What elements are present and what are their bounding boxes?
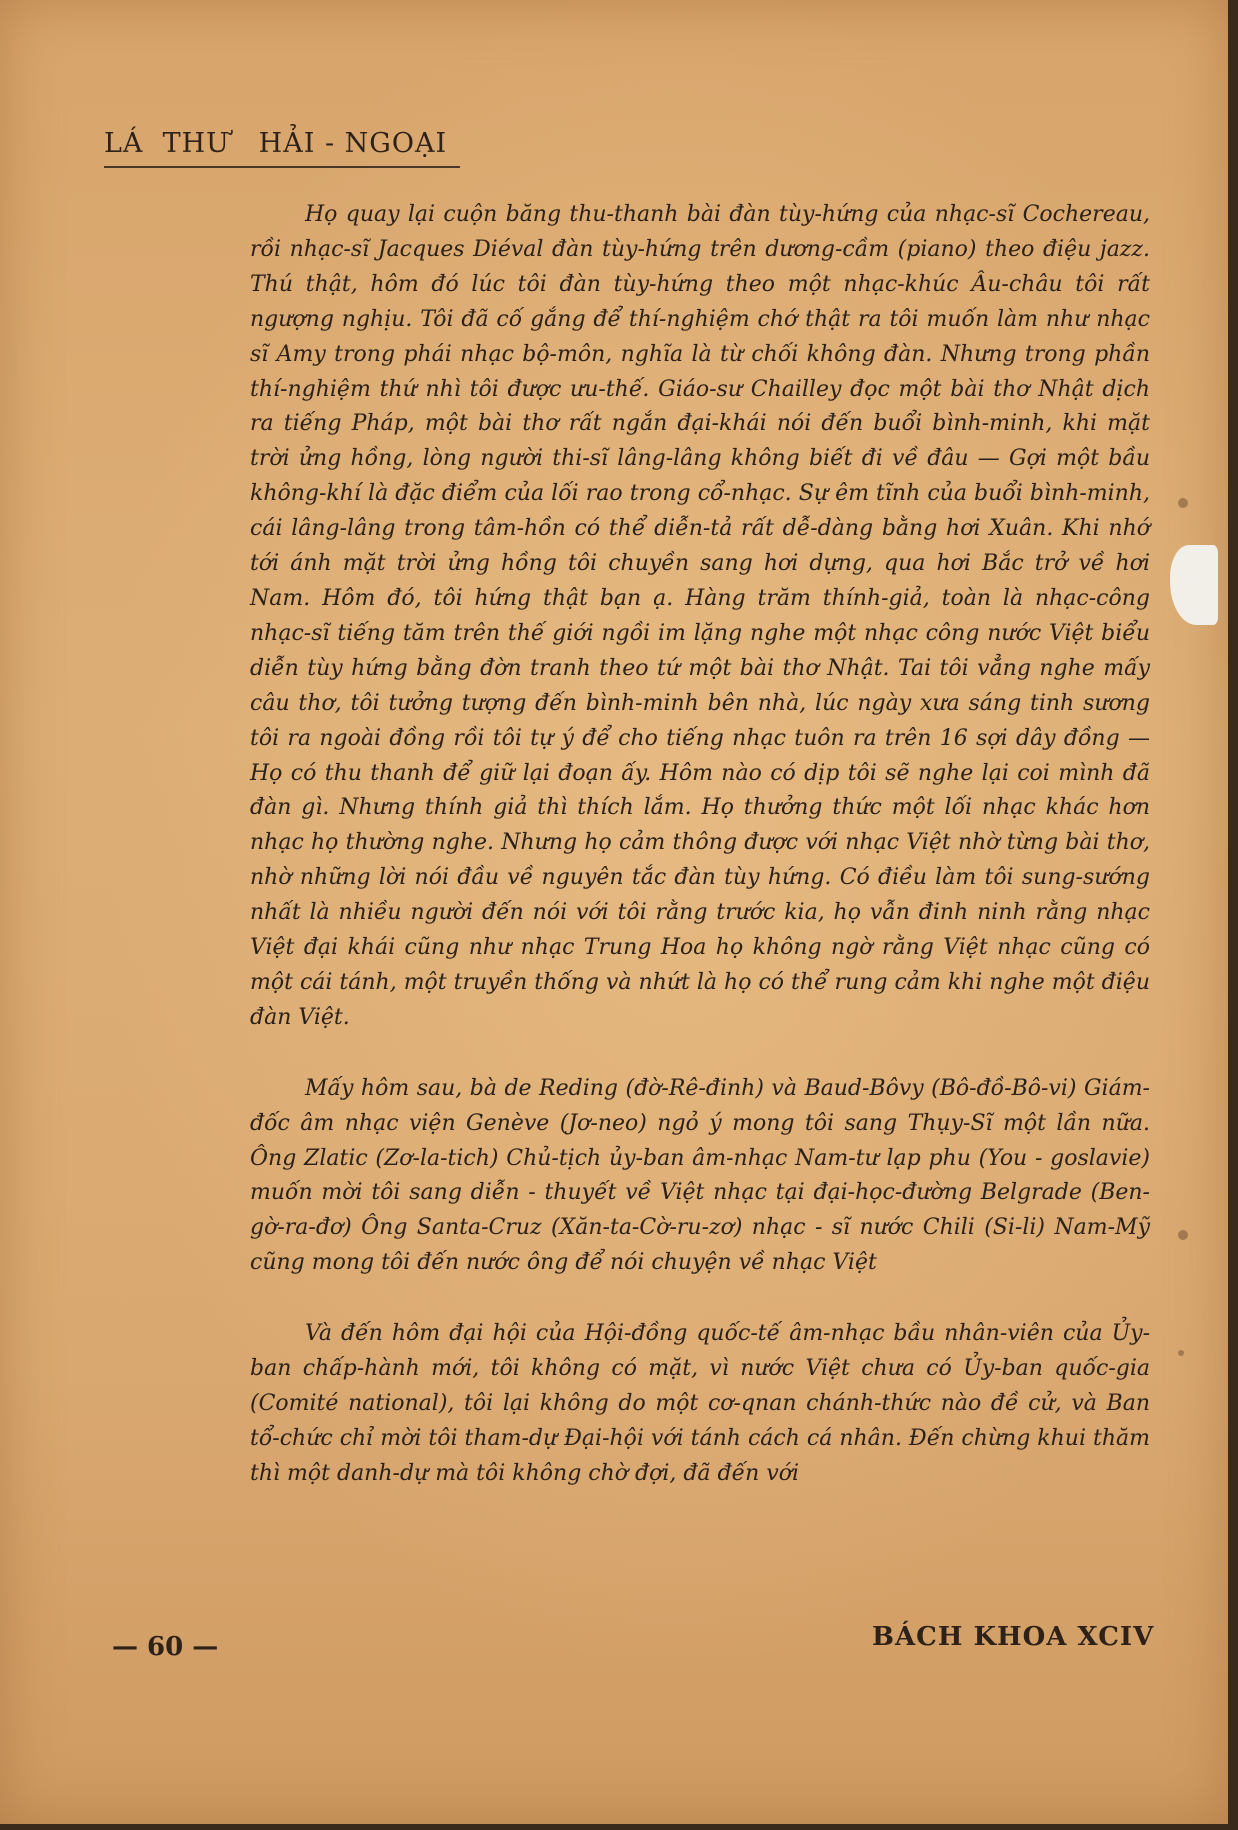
- running-title: LÁ THƯ HẢI - NGOẠI: [104, 128, 448, 159]
- paragraph-3: Và đến hôm đại hội của Hội-đồng quốc-tế âm-nhạc bầu nhân-viên của Ủy-ban chấp-hành mới, tôi không có mặt, vì nước Việt chưa có Ủy-ban quốc-gia (Comité national), tôi lại không do một cơ-qnan chánh-thức nào đề cử, và Ban tổ-chức chỉ mời tôi tham-dự Đại-hội với tánh cách cá nhân. Đến chừng khui thăm thì một danh-dự mà tôi không chờ đợi, đã đến với: [250, 1321, 1150, 1486]
- stain-spot: [1178, 1230, 1188, 1240]
- title-underline: [104, 166, 460, 168]
- stain-spot: [1178, 498, 1188, 508]
- page-number: — 60 —: [112, 1632, 219, 1662]
- stain-spot: [1178, 1350, 1184, 1356]
- paragraph-1: Họ quay lại cuộn băng thu-thanh bài đàn tùy-hứng của nhạc-sĩ Cochereau, rồi nhạc-sĩ Jacques Diéval đàn tùy-hứng trên dương-cầm (piano) theo điệu jazz. Thú thật, hôm đó lúc tôi đàn tùy-hứng theo một nhạc-khúc Âu-châu tôi rất ngượng nghịu. Tôi đã cố gắng để thí-nghiệm chớ thật ra tôi muốn làm như nhạc sĩ Amy trong phái nhạc bộ-môn, nghĩa là từ chối không đàn. Nhưng trong phần thí-nghiệm thứ nhì tôi được ưu-thế. Giáo-sư Chailley đọc một bài thơ Nhật dịch ra tiếng Pháp, một bài thơ rất ngắn đại-khái nói đến buổi bình-minh, khi mặt trời ửng hồng, lòng người thi-sĩ lâng-lâng không biết đi về đâu — Gợi một bầu không-khí là đặc điểm của lối rao trong cổ-nhạc. Sự êm tĩnh của buổi bình-minh, cái lâng-lâng trong tâm-hồn có thể diễn-tả rất dễ-dàng bằng hơi Xuân. Khi nhớ tới ánh mặt trời ửng hồng tôi chuyền sang hơi dựng, qua hơi Bắc trở về hơi Nam. Hôm đó, tôi hứng thật bạn ạ. Hàng trăm thính-giả, toàn là nhạc-công nhạc-sĩ tiếng tăm trên thế giới ngồi im lặng nghe một nhạc công nước Việt biểu diễn tùy hứng bằng đờn tranh theo tứ một bài thơ Nhật. Tai tôi vẳng nghe mấy câu thơ, tôi tưởng tượng đến bình-minh bên nhà, lúc ngày xưa sáng tinh sương tôi ra ngoài đồng rồi tôi tự ý để cho tiếng nhạc tuôn ra trên 16 sợi dây đồng — Họ có thu thanh để giữ lại đoạn ấy. Hôm nào có dịp tôi sẽ nghe lại coi mình đã đàn gì. Nhưng thính giả thì thích lắm. Họ thưởng thức một lối nhạc khác hơn nhạc họ thường nghe. Nhưng họ cảm thông được với nhạc Việt nhờ từng bài thơ, nhờ những lời nói đầu về nguyên tắc đàn tùy hứng. Có điều làm tôi sung-sướng nhất là nhiều người đến nói với tôi rằng trước kia, họ vẫn đinh ninh rằng nhạc Việt đại khái cũng như nhạc Trung Hoa họ không ngờ rằng Việt nhạc cũng có một cái tánh, một truyền thống và nhứt là họ có thể rung cảm khi nghe một điệu đàn Việt.: [250, 202, 1150, 1030]
- paper-tear: [1170, 545, 1218, 625]
- paragraph-2: Mấy hôm sau, bà de Reding (đờ-Rê-đinh) và Baud-Bôvy (Bô-đồ-Bô-vi) Giám-đốc âm nhạc viện Genève (Jơ-neo) ngỏ ý mong tôi sang Thụy-Sĩ một lần nữa. Ông Zlatic (Zơ-la-tich) Chủ-tịch ủy-ban âm-nhạc Nam-tư lạp phu (You - goslavie) muốn mời tôi sang diễn - thuyết về Việt nhạc tại đại-học-đường Belgrade (Ben-gờ-ra-đơ) Ông Santa-Cruz (Xăn-ta-Cờ-ru-zơ) nhạc - sĩ nước Chili (Si-li) Nam-Mỹ cũng mong tôi đến nước ông để nói chuyện về nhạc Việt: [250, 1075, 1150, 1276]
- publication-issue: BÁCH KHOA XCIV: [872, 1622, 1155, 1652]
- article-body: [250, 198, 1150, 1492]
